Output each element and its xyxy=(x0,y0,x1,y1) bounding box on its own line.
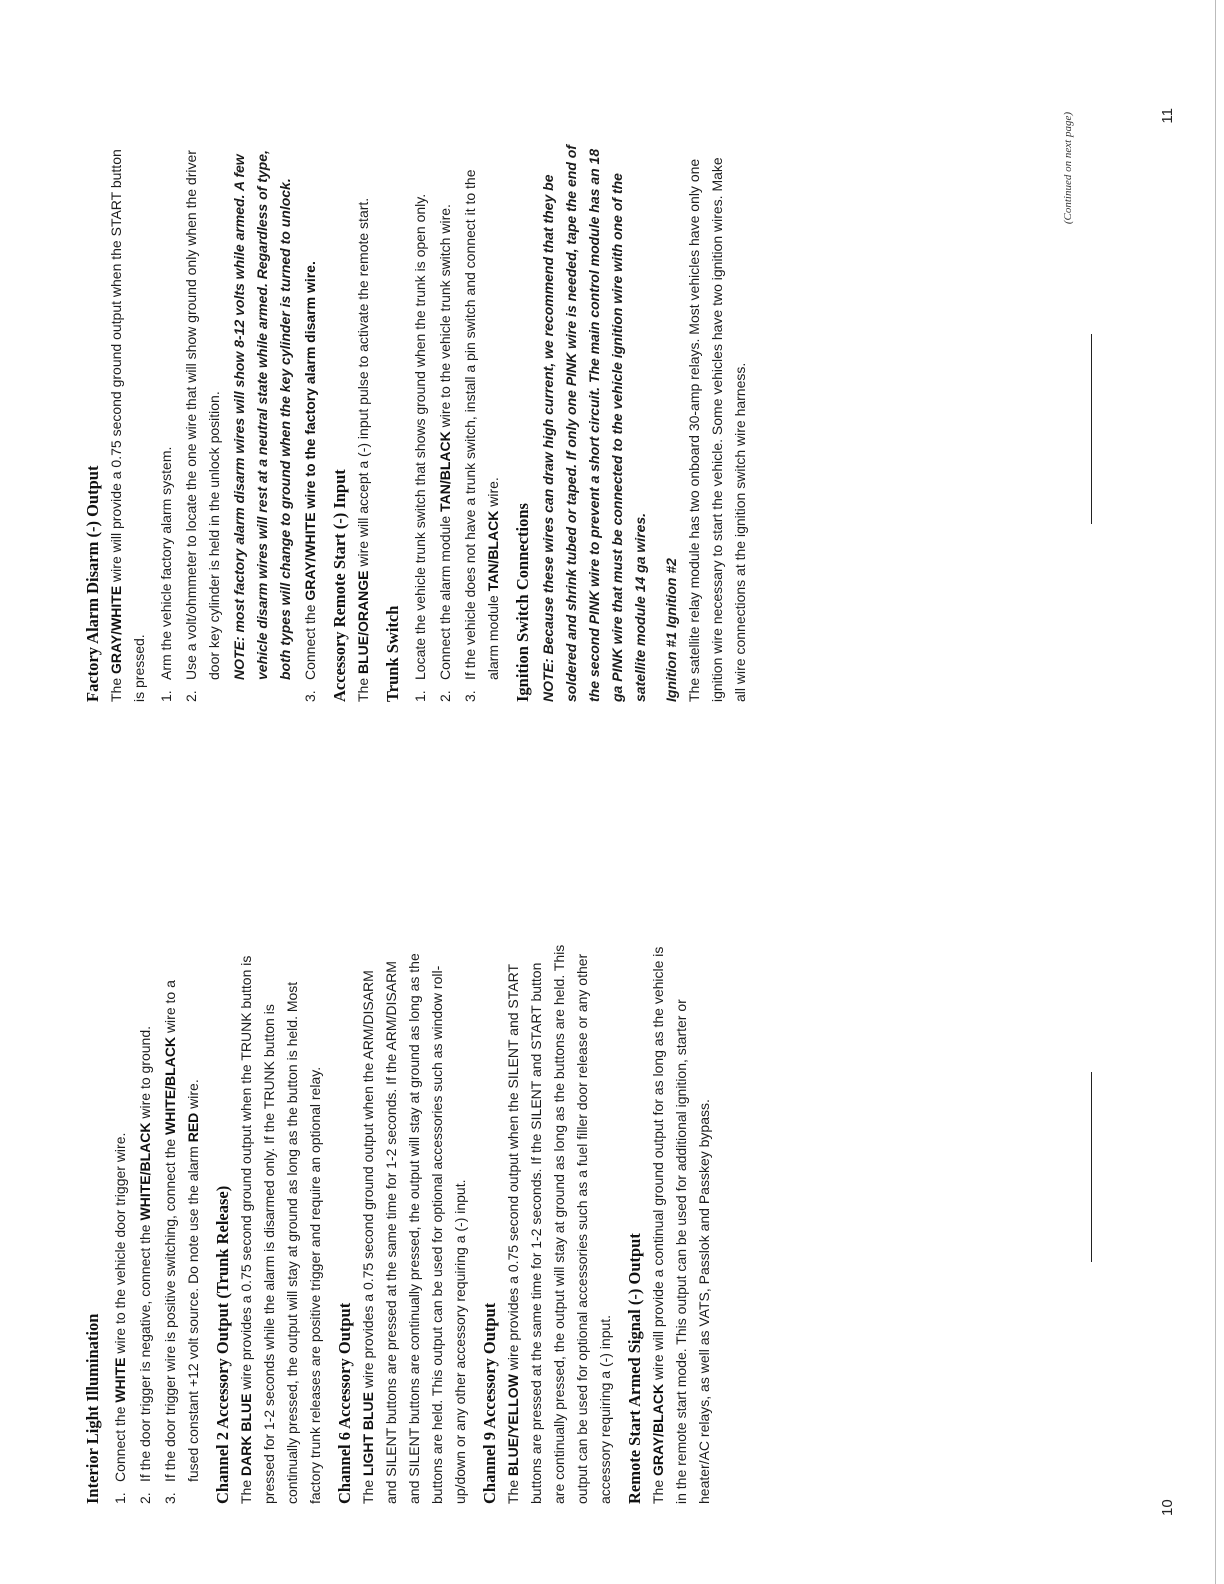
step-number: 1. xyxy=(158,690,174,702)
wire-color: GRAY/WHITE wire to the factory alarm disarm wire. xyxy=(302,261,318,601)
wire-color: GRAY/WHITE xyxy=(108,585,124,674)
page-number: 11 xyxy=(1159,108,1176,124)
footer-rule xyxy=(1091,334,1092,524)
list-item xyxy=(109,944,132,1504)
step-text: Locate the vehicle trunk switch that shows ground when the trunk is open only. xyxy=(412,193,428,680)
step-text: If the vehicle does not have a trunk switch, install a pin switch and connect it to the alarm module xyxy=(462,169,501,680)
list-item xyxy=(134,944,157,1504)
list-item xyxy=(459,142,505,702)
body-text: The xyxy=(355,673,371,702)
continued-note: (Continued on next page) xyxy=(1062,112,1074,225)
wire-color: WHITE xyxy=(112,1357,128,1403)
section-heading: Trunk Switch xyxy=(383,605,402,702)
body-text: wire will provide a continual ground output for as long as the vehicle is in the remote start mode. This output can be used for additional ignition, starter or heater/AC relays, as well as VATS, Passlok and Passkey bypass. xyxy=(650,946,712,1504)
section-body xyxy=(647,944,716,1504)
step-text: Use a volt/ohmmeter to locate the one wire that will show ground only when the driver door key cylinder is held in the unlock position. xyxy=(183,150,222,680)
factory-alarm-steps xyxy=(155,142,322,702)
section-heading: Channel 2 Accessory Output (Trunk Release) xyxy=(213,1185,232,1504)
section-body xyxy=(502,944,617,1504)
list-item xyxy=(434,142,457,702)
section-body: The satellite relay module has two onboard 30-amp relays. Most vehicles have only one ignition wire necessary to start the vehicle. Some vehicles have two ignition wires. Make all wire connections at the ignition switch wire harness. xyxy=(686,157,748,702)
body-text: The xyxy=(505,1475,521,1504)
wire-color: WHITE/BLACK xyxy=(162,1036,178,1135)
section-heading: Channel 9 Accessory Output xyxy=(480,1302,499,1504)
step-text: wire. xyxy=(485,477,501,511)
body-text: wire will accept a (-) input pulse to activate the remote start. xyxy=(355,197,371,571)
step-text: wire to ground. xyxy=(137,1026,153,1123)
body-text: wire provides a 0.75 second ground output when the ARM/DISARM and SILENT buttons are pressed at the same time for 1-2 seconds. If the ARM/DISARM and SILENT buttons are continually pressed, the output will stay at ground as long as the buttons are held. This output can be used for optional accessories such as window roll-up/down or any other accessory requiring a (-) input. xyxy=(360,953,468,1504)
wire-color: GRAY/BLACK xyxy=(650,1383,666,1476)
step-text: wire to the vehicle door trigger wire. xyxy=(112,1132,128,1358)
list-item xyxy=(180,142,297,702)
note-text: NOTE: most factory alarm disarm wires will show 8-12 volts while armed. A few vehicle disarm wires will rest at a neutral state while armed. Regardless of type, both types will change to ground when the key cylinder is turned to unlock. xyxy=(231,150,293,680)
wire-color: BLUE/YELLOW xyxy=(505,1374,521,1476)
page-10 xyxy=(0,792,1224,1584)
note-text: NOTE: Because these wires can draw high current, we recommend that they be soldered and shrink tubed or taped. If only one PINK wire is needed, tape the end of the second PINK wire to prevent a short circuit. The main control module has an 18 ga PINK wire that must be connected to the vehicle ignition wire with one of the satellite module 14 ga wires. xyxy=(540,145,648,702)
footer-rule xyxy=(1091,1072,1092,1262)
wire-color: BLUE/ORANGE xyxy=(355,570,371,674)
step-number: 3. xyxy=(462,690,478,702)
step-text: Connect the xyxy=(112,1402,128,1482)
list-item xyxy=(299,142,322,702)
interior-light-steps xyxy=(109,944,205,1504)
list-item xyxy=(155,142,178,702)
section-heading: Interior Light Illumination xyxy=(83,1313,102,1504)
section-heading: Channel 6 Accessory Output xyxy=(335,1302,354,1504)
wire-color: TAN/BLACK xyxy=(437,431,453,512)
body-text: The xyxy=(108,673,124,702)
step-number: 2. xyxy=(183,690,199,702)
list-item xyxy=(409,142,432,702)
step-text: wire to a fused constant +12 volt source. Do note use the alarm xyxy=(162,980,201,1482)
section-heading: Ignition Switch Connections xyxy=(513,503,532,702)
step-number: 1. xyxy=(112,1492,128,1504)
page-10-content xyxy=(75,944,716,1504)
step-number: 3. xyxy=(162,1492,178,1504)
body-text: The xyxy=(360,1475,376,1504)
page-11-content xyxy=(75,142,752,702)
body-text: wire provides a 0.75 second ground output when the TRUNK button is pressed for 1-2 seconds while the alarm is disarmed only. If the TRUNK button is continually pressed, the output will stay at ground as long as the button is held. Most factory trunk releases are positive trigger and require an optional relay. xyxy=(238,955,323,1504)
section-heading: Remote Start Armed Signal (-) Output xyxy=(625,1233,644,1504)
wire-color: DARK BLUE xyxy=(238,1393,254,1476)
step-text: If the door trigger wire is positive switching, connect the xyxy=(162,1134,178,1482)
step-number: 3. xyxy=(302,690,318,702)
page-number: 10 xyxy=(1159,1499,1176,1516)
section-heading: Accessory Remote Start (-) Input xyxy=(330,469,349,702)
wire-color: RED xyxy=(185,1112,201,1143)
list-item xyxy=(159,944,205,1504)
trunk-switch-steps xyxy=(409,142,505,702)
body-text: wire will provide a 0.75 second ground output when the START button is pressed. xyxy=(108,149,147,702)
body-text: wire provides a 0.75 second output when the SILENT and START buttons are pressed at the same time for 1-2 seconds. If the SILENT and START button are continually pressed, the output will stay at ground as long as the buttons are held. This output can be used for optional accessories such as a fuel filler door release or any other accessory requiring a (-) input. xyxy=(505,944,613,1504)
subheading: Ignition #1 Ignition #2 xyxy=(663,558,679,702)
section-heading: Factory Alarm Disarm (-) Output xyxy=(83,465,102,702)
step-text: Arm the vehicle factory alarm system. xyxy=(158,446,174,680)
body-text: The xyxy=(238,1475,254,1504)
step-text: Connect the alarm module xyxy=(437,511,453,680)
step-number: 1. xyxy=(412,690,428,702)
step-text: Connect the xyxy=(302,600,318,680)
step-text: wire to the vehicle trunk switch wire. xyxy=(437,204,453,432)
section-body xyxy=(235,944,327,1504)
wire-color: WHITE/BLACK xyxy=(137,1122,153,1221)
wire-color: TAN/BLACK xyxy=(485,510,501,592)
section-body xyxy=(105,142,151,702)
scan-edge xyxy=(1215,0,1216,1584)
step-text: If the door trigger is negative, connect the xyxy=(137,1220,153,1482)
wire-color: LIGHT BLUE xyxy=(360,1391,376,1476)
section-body xyxy=(357,944,472,1504)
step-number: 2. xyxy=(437,690,453,702)
step-text: wire. xyxy=(185,1079,201,1113)
section-body xyxy=(352,142,375,702)
step-number: 2. xyxy=(137,1492,153,1504)
body-text: The xyxy=(650,1475,666,1504)
